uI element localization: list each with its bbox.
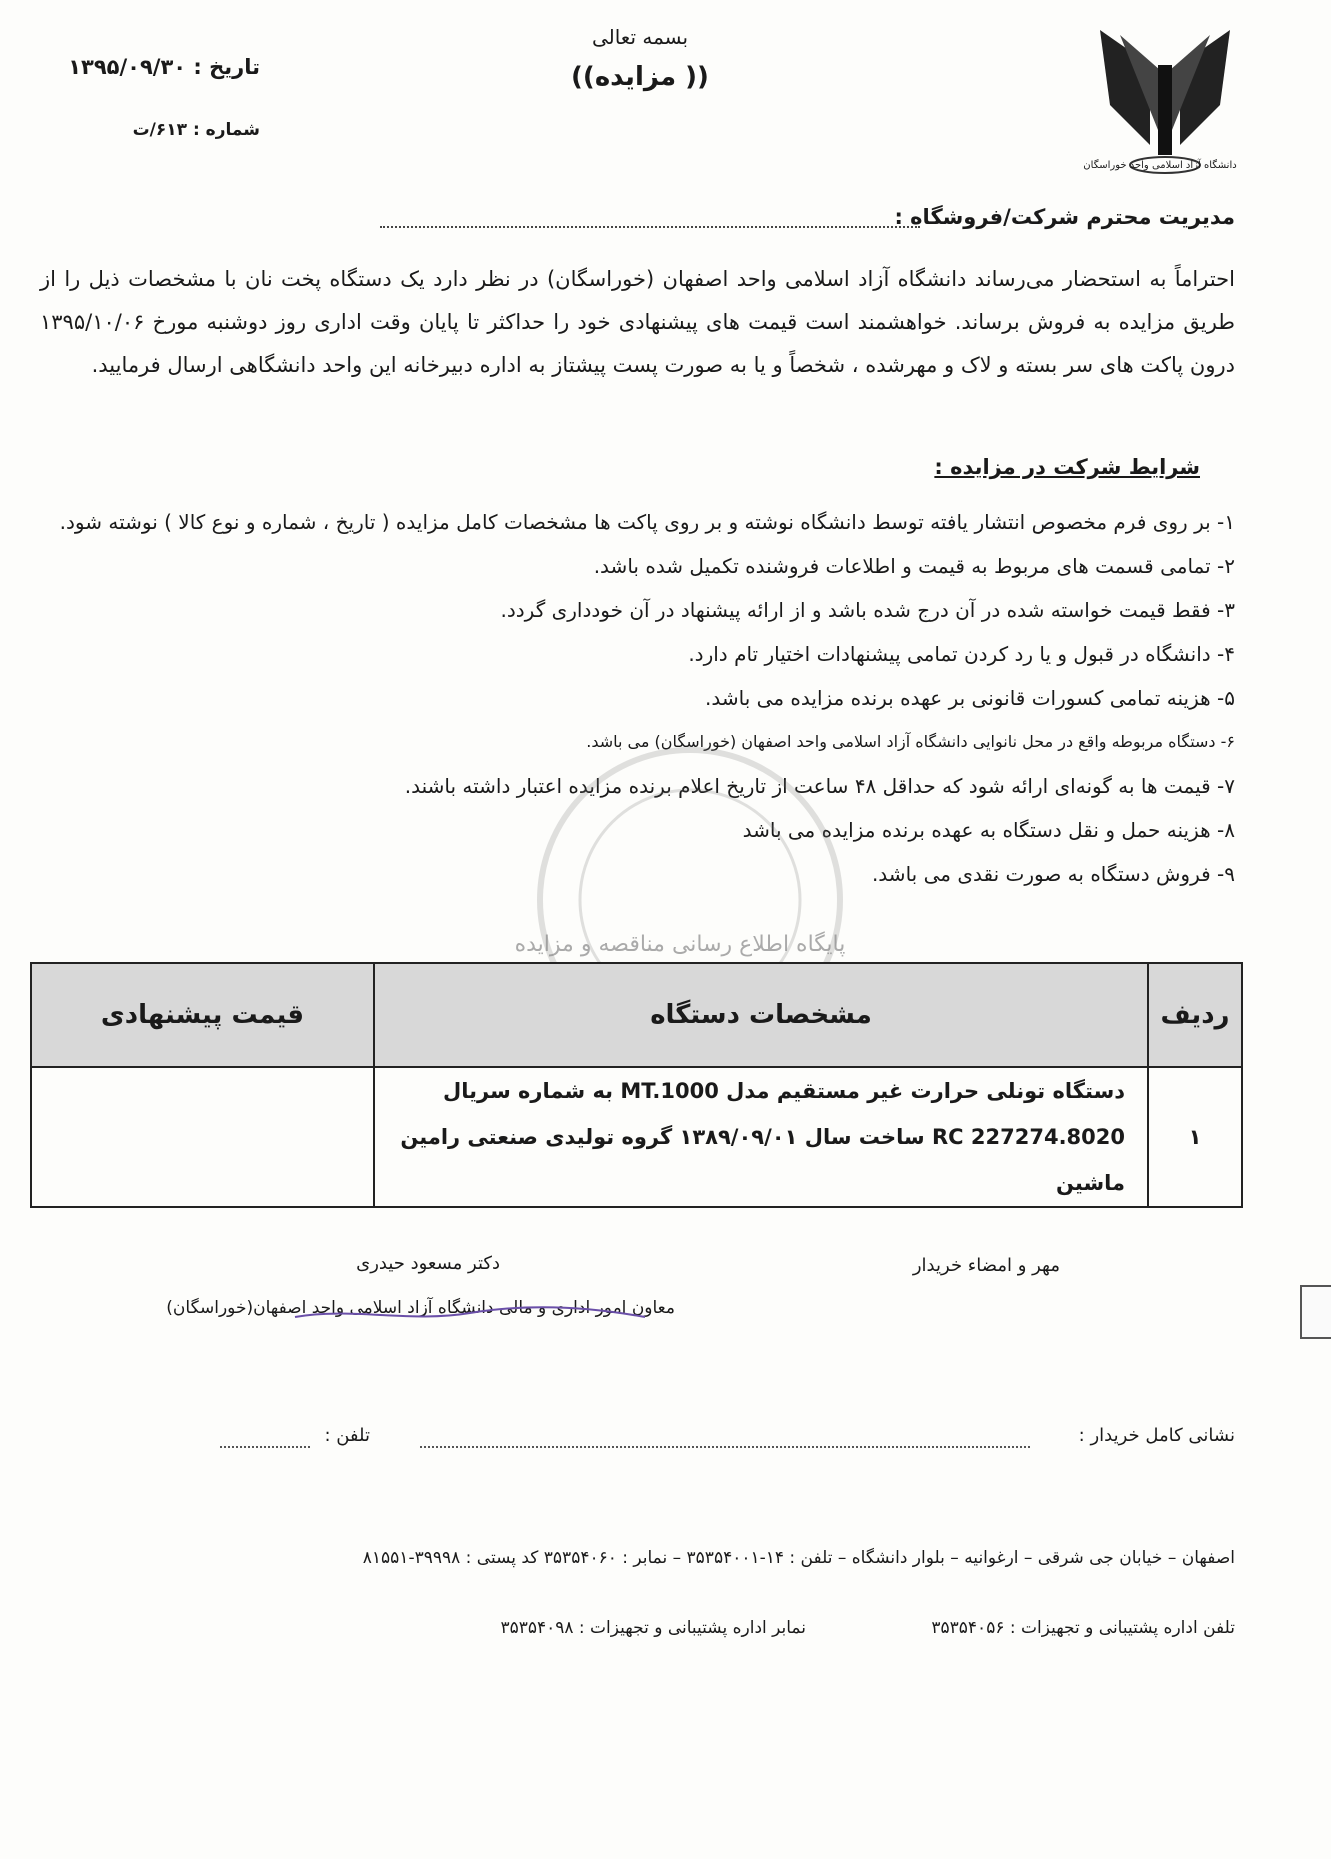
document-date: تاریخ : ۱۳۹۵/۰۹/۳۰ [68,55,260,79]
condition-item: ۱- بر روی فرم مخصوص انتشار یافته توسط دانشگاه نوشته و بر روی پاکت ها مشخصات کامل مزایده ( تاریخ ، شماره و نوع کالا ) نوشته شود. [59,510,1235,534]
header-spec: مشخصات دستگاه [374,963,1148,1067]
buyer-address-label: نشانی کامل خریدار : [1078,1425,1235,1446]
condition-item: ۷- قیمت ها به گونه‌ای ارائه شود که حداقل ۴۸ ساعت از تاریخ اعلام برنده مزایده اعتبار داشته باشند. [404,774,1235,798]
table-header-row [31,963,1242,1067]
footer-address: اصفهان – خیابان جی شرقی – ارغوانیه – بلوار دانشگاه – تلفن : ۱۴-۳۵۳۵۴۰۰۱ – نمابر : ۳۵۳۵۴۰۶۰ کد پستی : ۳۹۹۹۸-۸۱۵۵۱ [362,1548,1235,1568]
row-price-cell[interactable] [31,1067,374,1207]
buyer-signature-label: مهر و امضاء خریدار [912,1255,1060,1276]
row-spec [374,1067,1148,1207]
buyer-phone-field[interactable] [220,1446,310,1448]
signer-name: دکتر مسعود حیدری [356,1253,500,1274]
support-fax: نمابر اداره پشتیبانی و تجهیزات : ۳۵۳۵۴۰۹۸ [500,1618,806,1638]
condition-item: ۹- فروش دستگاه به صورت نقدی می باشد. [871,862,1235,886]
buyer-address-field[interactable] [420,1446,1030,1448]
basmala: بسمه تعالی [591,25,689,49]
document-title: (( مزایده)) [571,62,709,92]
recipient-dotted-line [380,226,920,228]
conditions-heading: شرایط شرکت در مزایده : [934,455,1200,479]
support-phone: تلفن اداره پشتیبانی و تجهیزات : ۳۵۳۵۴۰۵۶ [931,1618,1235,1638]
row-number: ۱ [1148,1067,1242,1207]
condition-item: ۶- دستگاه مربوطه واقع در محل نانوایی دانشگاه آزاد اسلامی واحد اصفهان (خوراسگان) می باشد. [586,732,1235,751]
buyer-phone-label: تلفن : [324,1425,370,1446]
spec-table [30,962,1243,1208]
watermark-line: پایگاه اطلاع رسانی مناقصه و مزایده [514,932,846,957]
side-tab [1300,1285,1331,1339]
condition-item: ۴- دانشگاه در قبول و یا رد کردن تمامی پیشنهادات اختیار تام دارد. [688,642,1235,666]
condition-item: ۲- تمامی قسمت های مربوط به قیمت و اطلاعات فروشنده تکمیل شده باشد. [593,554,1235,578]
spec-line: RC 227274.8020 ساخت سال ۱۳۸۹/۰۹/۰۱ گروه تولیدی صنعتی رامین ماشین [400,1125,1125,1195]
footer-support [220,1618,1235,1638]
signer-title: معاون امور اداری و مالی دانشگاه آزاد اسلامی واحد اصفهان(خوراسگان) [166,1298,675,1318]
table-row [31,1067,1242,1207]
signature-mark [290,1305,650,1325]
header-row-number: ردیف [1148,963,1242,1067]
document-number: شماره : ۶۱۳/ت [132,120,260,140]
condition-item: ۸- هزینه حمل و نقل دستگاه به عهده برنده مزایده می باشد [742,818,1235,842]
header-price: قیمت پیشنهادی [31,963,374,1067]
condition-item: ۵- هزینه تمامی کسورات قانونی بر عهده برنده مزایده می باشد. [705,686,1235,710]
salutation: مدیریت محترم شرکت/فروشگاه : [894,205,1235,229]
university-logo [1090,25,1240,200]
logo-caption: دانشگاه آزاد اسلامی واحد خوراسگان [1083,160,1237,171]
spec-line: دستگاه تونلی حرارت غیر مستقیم مدل MT.1000 به شماره سریال [443,1079,1125,1103]
intro-paragraph: احتراماً به استحضار می‌رساند دانشگاه آزاد اسلامی واحد اصفهان (خوراسگان) در نظر دارد یک دستگاه پخت نان با مشخصات ذیل را از طریق مزایده به فروش برساند. خواهشمند است قیمت های پیشنهادی خود را حداکثر تا پایان وقت اداری روز دوشنبه مورخ ۱۳۹۵/۱۰/۰۶ درون پاکت های سر بسته و لاک و مهرشده ، شخصاً و یا به صورت پست پیشتاز به اداره دبیرخانه این واحد دانشگاهی ارسال فرمایید. [40,267,1235,377]
condition-item: ۳- فقط قیمت خواسته شده در آن درج شده باشد و از ارائه پیشنهاد در آن خودداری گردد. [500,598,1235,622]
